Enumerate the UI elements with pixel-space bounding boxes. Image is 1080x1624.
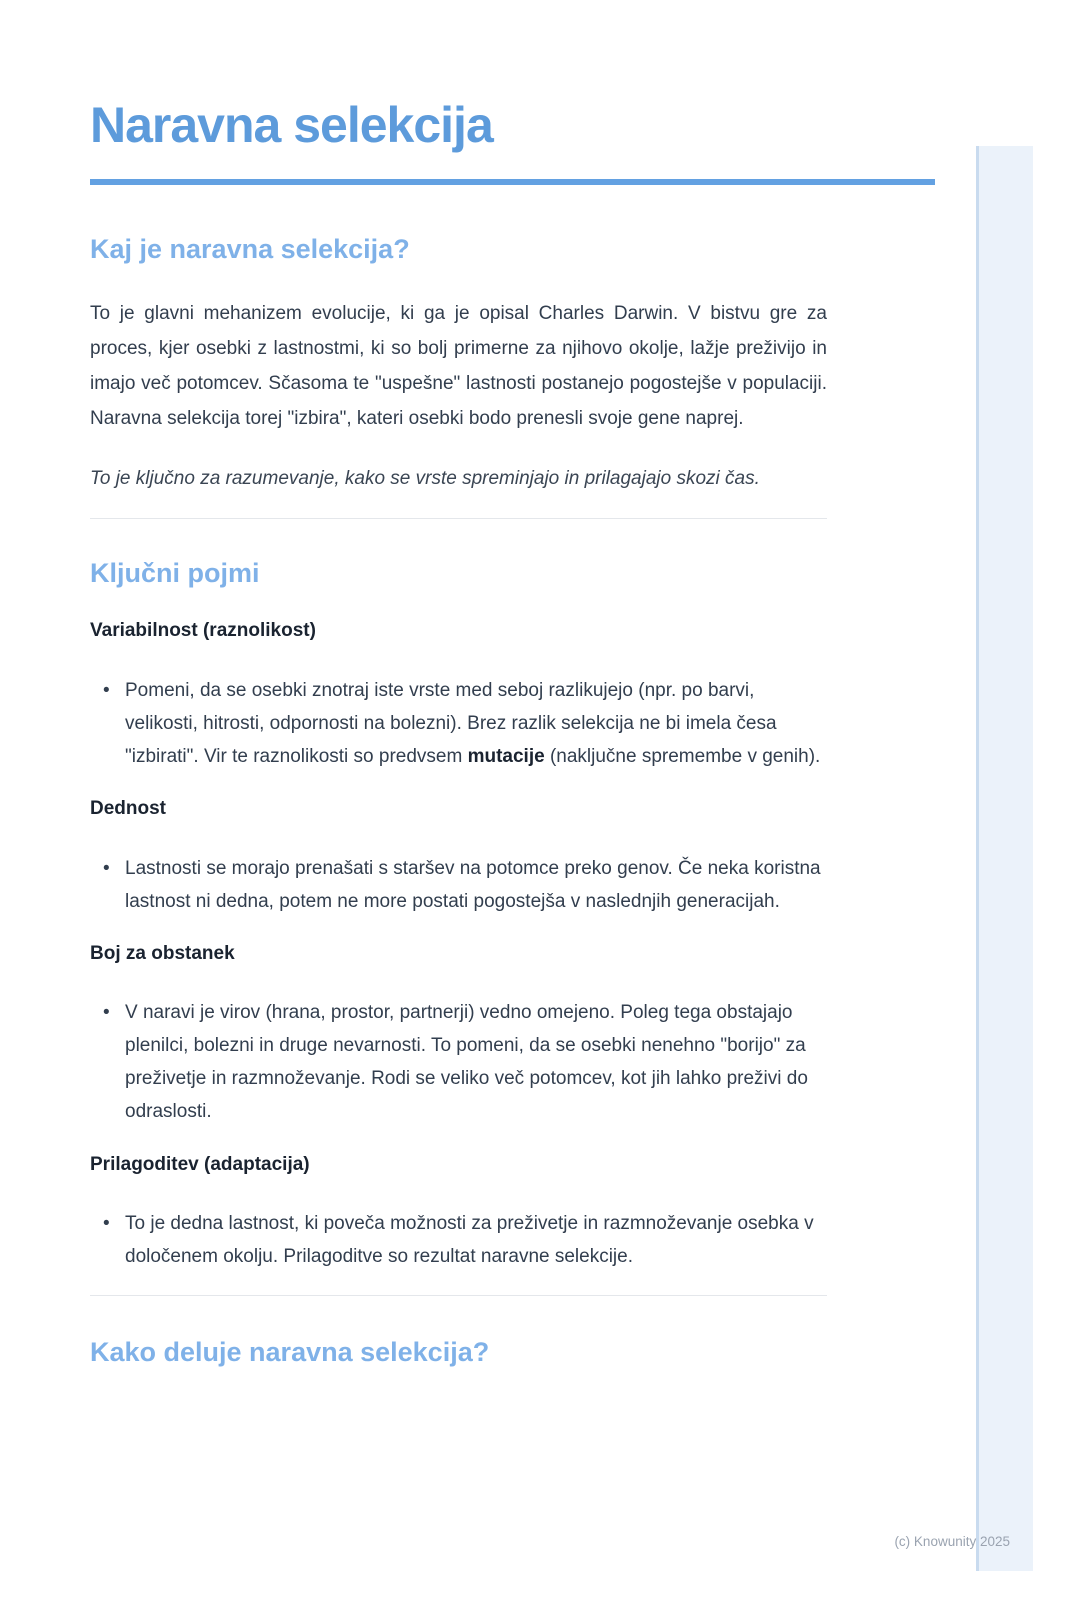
intro-note-italic: To je ključno za razumevanje, kako se vrste spreminjajo in prilagajajo skozi čas. — [90, 468, 760, 489]
section-divider — [90, 1295, 827, 1296]
list-item — [90, 852, 827, 918]
document-content — [90, 96, 935, 1368]
intro-paragraph: To je glavni mehanizem evolucije, ki ga je opisal Charles Darwin. V bistvu gre za proces, kjer osebki z lastnostmi, ki so bolj primerne za njihovo okolje, lažje preživijo in imajo več potomcev. Sčasoma te "uspešne" lastnosti postanejo pogostejše v populaciji. Naravna selekcija torej "izbira", kateri osebki bodo prenesli svoje gene naprej. — [90, 303, 827, 429]
bullet-bold-text: mutacije — [467, 746, 545, 767]
term-bullet-list — [90, 996, 827, 1128]
bullet-text: Lastnosti se morajo prenašati s staršev na potomce preko genov. Če neka koristna lastnost ni dedna, potem ne more postati pogostejša v naslednjih generacijah. — [125, 858, 821, 912]
bullet-text: V naravi je virov (hrana, prostor, partnerji) vedno omejeno. Poleg tega obstajajo plenilci, bolezni in druge nevarnosti. To pomeni, da se osebki nenehno "borijo" za preživetje in razmnoževanje. Rodi se veliko več potomcev, kot jih lahko preživi do odraslosti. — [125, 1002, 808, 1122]
title-underline-rule — [90, 179, 935, 185]
term-bullet-list — [90, 674, 827, 773]
term-heading-variability: Variabilnost (raznolikost) — [90, 620, 316, 641]
page-title: Naravna selekcija — [90, 97, 493, 153]
section-heading-how-it-works: Kako deluje naravna selekcija? — [90, 1337, 490, 1367]
bullet-text: To je dedna lastnost, ki poveča možnosti za preživetje in razmnoževanje osebka v določenem okolju. Prilagoditve so rezultat naravne selekcije. — [125, 1213, 814, 1267]
section-heading-what-is: Kaj je naravna selekcija? — [90, 234, 410, 264]
term-bullet-list — [90, 1207, 827, 1273]
term-bullet-list — [90, 852, 827, 918]
term-heading-struggle: Boj za obstanek — [90, 943, 235, 964]
term-heading-adaptation: Prilagoditev (adaptacija) — [90, 1154, 310, 1175]
footer-copyright: (c) Knowunity 2025 — [894, 1534, 1010, 1549]
list-item — [90, 674, 827, 773]
bullet-text: Pomeni, da se osebki znotraj iste vrste med seboj razlikujejo (npr. po barvi, velikosti, hitrosti, odpornosti na bolezni). Brez razlik selekcija ne bi imela česa "izbirati". Vir te raznolikosti so predvsem — [125, 680, 777, 767]
list-item — [90, 996, 827, 1128]
section-divider — [90, 518, 827, 519]
section-heading-key-terms: Ključni pojmi — [90, 558, 260, 588]
page-edge-stripe — [976, 146, 1033, 1571]
list-item — [90, 1207, 827, 1273]
document-page — [0, 96, 1080, 1624]
bullet-text: (naključne spremembe v genih). — [544, 746, 821, 767]
term-heading-heredity: Dednost — [90, 798, 166, 819]
